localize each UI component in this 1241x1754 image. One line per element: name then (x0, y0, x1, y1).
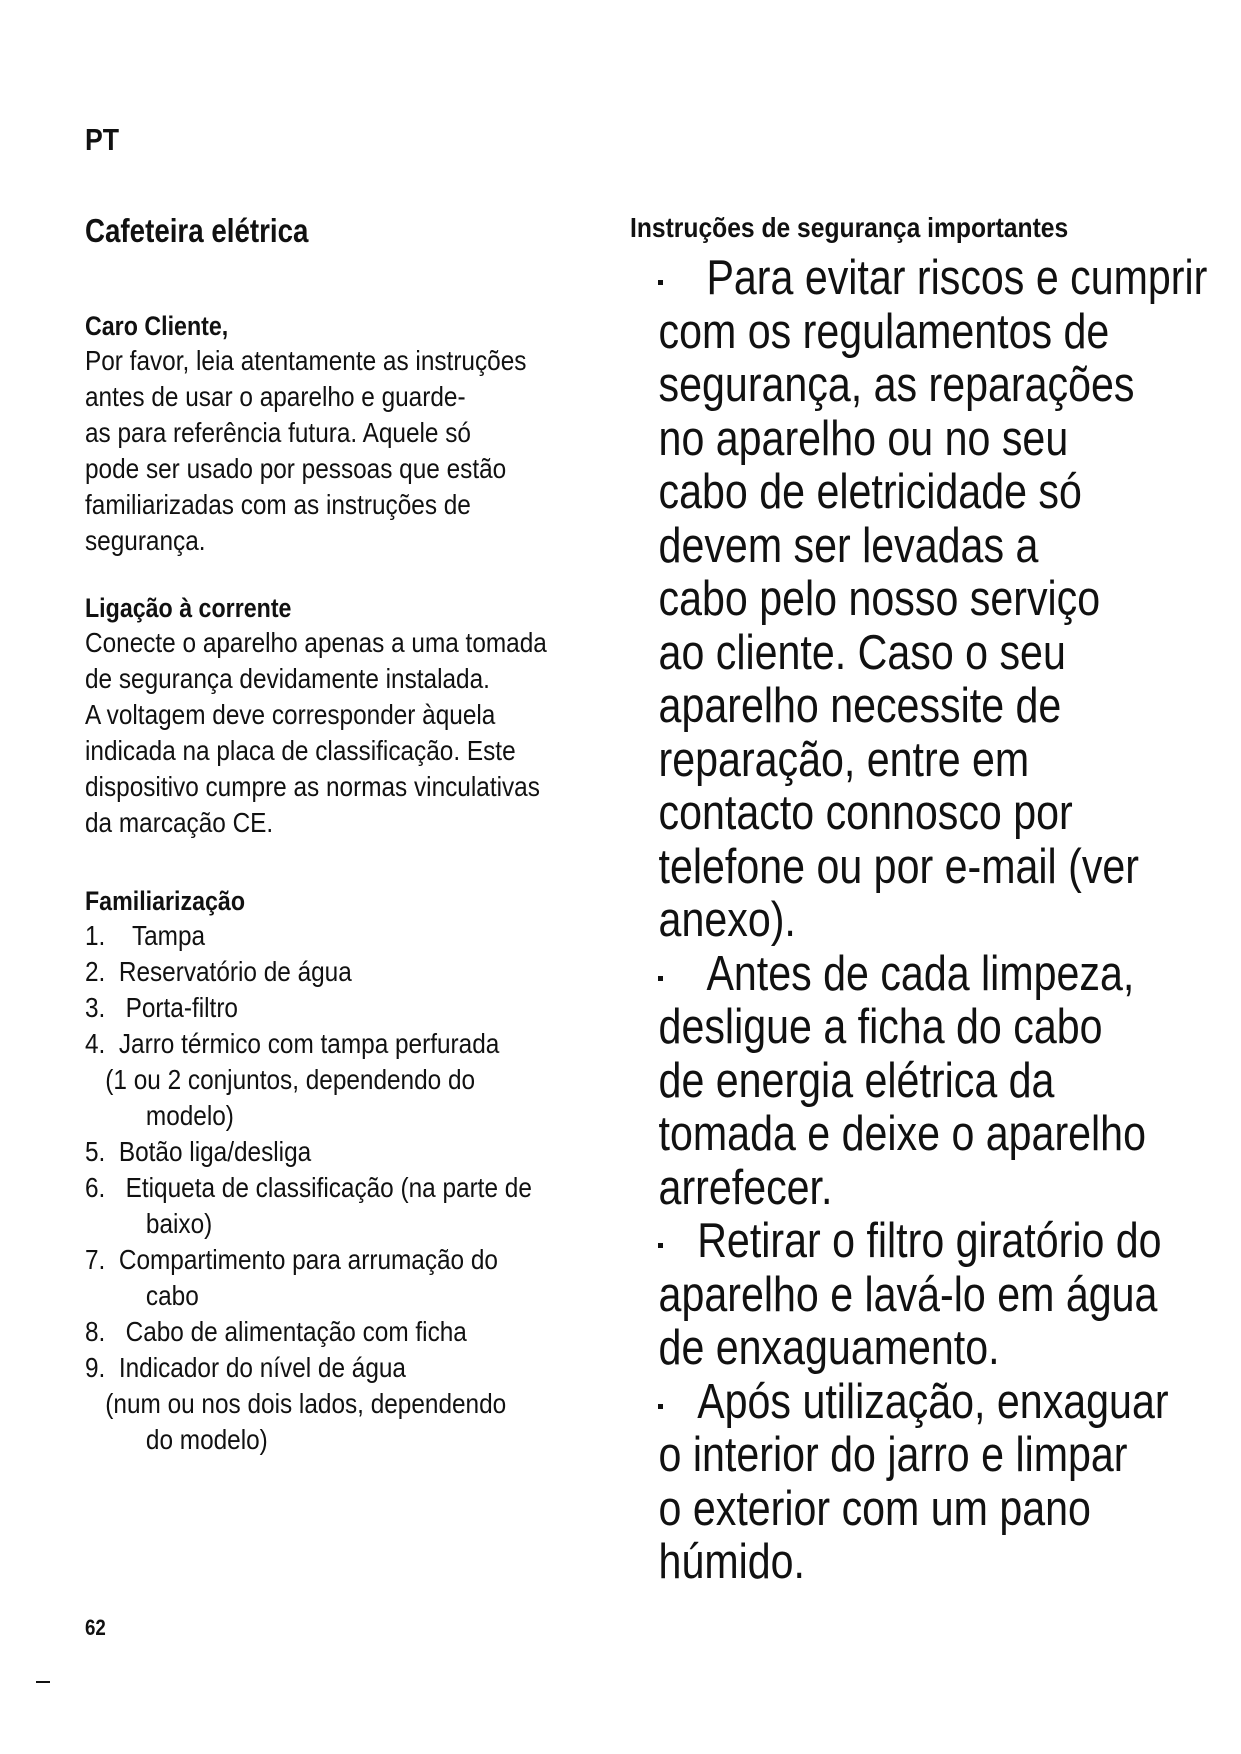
list-item: 4. Jarro térmico com tampa perfurada (85, 1028, 500, 1059)
bullet-line: húmido. (658, 1535, 805, 1589)
list-item: (num ou nos dois lados, dependendo (85, 1388, 507, 1419)
list-item: 1. Tampa (85, 920, 206, 951)
list-item: 9. Indicador do nível de água (85, 1352, 406, 1383)
safety-bullets (630, 252, 1241, 1590)
familiarization-heading: Familiarização (85, 886, 246, 916)
list-item: 2. Reservatório de água (85, 956, 352, 987)
bullet-line: telefone ou por e-mail (ver (658, 839, 1140, 894)
bullet-line: Após utilização, enxaguar (697, 1374, 1169, 1429)
text-line: Por favor, leia atentamente as instruções (85, 345, 527, 376)
bullet-line: aparelho necessite de (658, 679, 1062, 733)
safety-bullet (630, 1215, 1241, 1376)
list-item: 7. Compartimento para arrumação do (85, 1244, 498, 1275)
list-item: baixo) (85, 1208, 213, 1239)
text-line: da marcação CE. (85, 807, 274, 838)
text-line: indicada na placa de classificação. Este (85, 735, 516, 766)
text-line: de segurança devidamente instalada. (85, 663, 490, 694)
left-column (85, 212, 605, 1458)
text-line: Conecte o aparelho apenas a uma tomada (85, 627, 547, 658)
list-item: 5. Botão liga/desliga (85, 1136, 312, 1167)
crop-mark (36, 1681, 50, 1683)
document-title: Cafeteira elétrica (85, 212, 309, 249)
list-item: cabo (85, 1280, 199, 1311)
greeting-heading: Caro Cliente, (85, 311, 229, 341)
list-item: (1 ou 2 conjuntos, dependendo do (85, 1064, 476, 1095)
connection-paragraph (85, 625, 547, 841)
bullet-line: o interior do jarro e limpar (658, 1428, 1128, 1482)
page-number: 62 (85, 1615, 106, 1640)
bullet-line: Para evitar riscos e cumprir (706, 251, 1208, 305)
bullet-line: desligue a ficha do cabo (658, 1000, 1103, 1054)
bullet-line: arrefecer. (658, 1160, 833, 1215)
bullet-line: aparelho e lavá-lo em água (658, 1267, 1158, 1322)
bullet-line: cabo de eletricidade só (658, 465, 1082, 519)
bullet-line: reparação, entre em (658, 732, 1030, 787)
bullet-line: devem ser levadas a (658, 518, 1039, 573)
list-item: 3. Porta-filtro (85, 992, 238, 1023)
list-item: modelo) (85, 1100, 234, 1131)
safety-bullet (630, 252, 1241, 948)
text-line: pode ser usado por pessoas que estão (85, 453, 507, 484)
text-line: dispositivo cumpre as normas vinculativas (85, 771, 540, 802)
safety-bullet (630, 1376, 1241, 1590)
bullet-line: Antes de cada limpeza, (706, 946, 1135, 1001)
bullet-line: cabo pelo nosso serviço (658, 572, 1101, 626)
bullet-line: contacto connosco por (658, 786, 1073, 840)
bullet-line: segurança, as reparações (658, 358, 1135, 412)
text-line: as para referência futura. Aquele só (85, 417, 471, 448)
safety-bullet (630, 948, 1241, 1216)
bullet-line: de energia elétrica da (658, 1053, 1055, 1108)
bullet-line: ao cliente. Caso o seu (658, 625, 1066, 680)
bullet-line: o exterior com um pano (658, 1481, 1091, 1536)
bullet-line: no aparelho ou no seu (658, 411, 1069, 466)
bullet-line: anexo). (658, 893, 796, 947)
list-item: do modelo) (85, 1424, 268, 1455)
connection-heading: Ligação à corrente (85, 593, 292, 623)
bullet-line: Retirar o filtro giratório do (697, 1214, 1162, 1268)
list-item: 8. Cabo de alimentação com ficha (85, 1316, 467, 1347)
bullet-line: de enxaguamento. (658, 1321, 1000, 1375)
text-line: A voltagem deve corresponder àquela (85, 699, 496, 730)
greeting-paragraph (85, 343, 537, 559)
parts-list (85, 918, 605, 1458)
right-column (630, 212, 1220, 1589)
language-label: PT (85, 122, 120, 157)
bullet-line: com os regulamentos de (658, 304, 1110, 359)
safety-heading: Instruções de segurança importantes (630, 212, 1069, 243)
bullet-line: tomada e deixe o aparelho (658, 1107, 1146, 1161)
text-line: segurança. (85, 525, 206, 556)
text-line: antes de usar o aparelho e guarde- (85, 381, 466, 412)
text-line: familiarizadas com as instruções de (85, 489, 471, 520)
list-item: 6. Etiqueta de classificação (na parte de (85, 1172, 532, 1203)
